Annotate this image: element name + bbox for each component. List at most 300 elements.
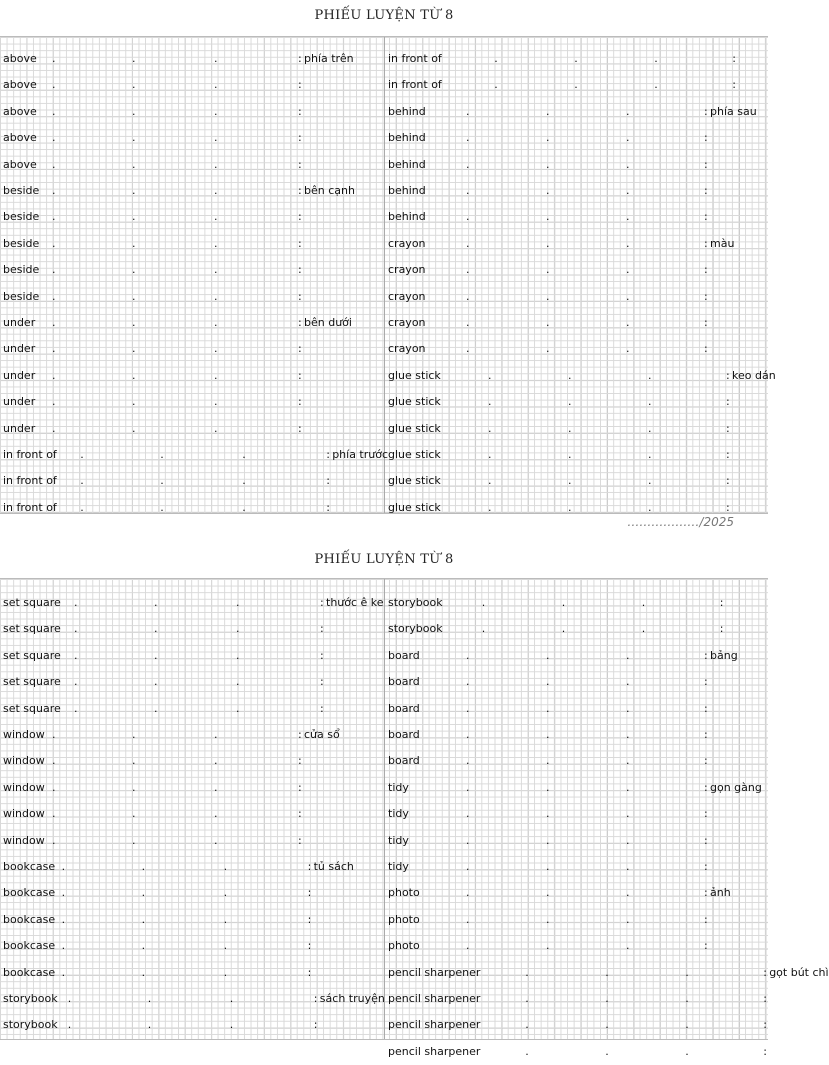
- vocab-word: under: [3, 342, 36, 356]
- colon-mark: :: [726, 500, 730, 514]
- guide-dot: .: [546, 807, 550, 821]
- guide-dot: .: [466, 860, 470, 873]
- guide-dot: .: [214, 342, 218, 356]
- colon-mark: :: [298, 131, 302, 145]
- guide-dot: .: [229, 1018, 234, 1032]
- guide-dot: .: [466, 701, 470, 715]
- guide-dot: .: [67, 992, 72, 1005]
- colon-mark: :: [307, 886, 312, 900]
- colon-mark: :: [298, 263, 302, 277]
- colon-mark: :: [704, 263, 708, 277]
- guide-dot: .: [61, 939, 66, 953]
- guide-dot: .: [52, 316, 56, 329]
- guide-dot: .: [74, 596, 78, 609]
- guide-dot: .: [648, 448, 652, 461]
- guide-dot: .: [626, 860, 630, 873]
- guide-dot: .: [214, 833, 218, 847]
- colon-mark: :: [704, 342, 708, 356]
- guide-dot: .: [132, 236, 136, 250]
- vocab-meaning: cửa sổ: [304, 728, 340, 741]
- guide-dot: .: [132, 78, 136, 92]
- right-vocab-row: [0, 284, 768, 310]
- vocab-word: beside: [3, 236, 40, 250]
- colon-mark: :: [307, 912, 312, 926]
- colon-mark: :: [704, 131, 708, 145]
- guide-dot: .: [605, 1018, 609, 1032]
- guide-dot: .: [132, 184, 136, 197]
- guide-dot: .: [223, 939, 228, 953]
- right-vocab-row: [0, 669, 768, 695]
- vocab-word: tidy: [388, 807, 409, 821]
- colon-mark: :: [704, 780, 708, 794]
- guide-dot: .: [685, 992, 689, 1005]
- guide-dot: .: [466, 236, 470, 250]
- guide-dot: .: [214, 807, 218, 821]
- guide-dot: .: [466, 754, 470, 768]
- vocab-word: above: [3, 157, 37, 171]
- guide-dot: .: [132, 263, 136, 277]
- guide-dot: .: [214, 210, 218, 224]
- guide-dot: .: [488, 448, 492, 461]
- guide-dot: .: [223, 886, 228, 900]
- guide-dot: .: [546, 342, 550, 356]
- colon-mark: :: [298, 342, 302, 356]
- guide-dot: .: [132, 289, 136, 303]
- guide-dot: .: [61, 912, 66, 926]
- vocab-word: bookcase: [3, 886, 56, 900]
- vocab-word: in front of: [3, 448, 57, 461]
- guide-dot: .: [568, 448, 572, 461]
- guide-dot: .: [546, 860, 550, 873]
- guide-dot: .: [214, 780, 218, 794]
- colon-mark: :: [719, 622, 724, 636]
- colon-mark: :: [298, 316, 302, 329]
- right-vocab-row: [0, 933, 768, 959]
- colon-mark: :: [763, 992, 767, 1005]
- guide-dot: .: [466, 833, 470, 847]
- colon-mark: :: [320, 701, 324, 715]
- guide-dot: .: [626, 675, 630, 689]
- right-vocab-row: [0, 363, 776, 389]
- right-vocab-row: [0, 99, 768, 125]
- guide-dot: .: [214, 104, 218, 118]
- colon-mark: :: [704, 104, 708, 118]
- guide-dot: .: [488, 395, 492, 409]
- guide-dot: .: [546, 675, 550, 689]
- vocab-word: above: [3, 131, 37, 145]
- colon-mark: :: [732, 52, 736, 65]
- guide-dot: .: [141, 860, 146, 873]
- guide-dot: .: [236, 596, 240, 609]
- vocab-word: behind: [388, 184, 426, 197]
- guide-dot: .: [466, 648, 470, 662]
- vocab-word: bookcase: [3, 912, 56, 926]
- guide-dot: .: [52, 210, 56, 224]
- guide-dot: .: [236, 675, 240, 689]
- vocab-word: board: [388, 648, 420, 662]
- guide-dot: .: [132, 316, 136, 329]
- vocab-word: set square: [3, 701, 61, 715]
- vocab-meaning: sách truyện: [319, 992, 385, 1005]
- vocab-word: beside: [3, 263, 40, 277]
- guide-dot: .: [214, 421, 218, 435]
- vocab-word: storybook: [388, 596, 443, 609]
- colon-mark: :: [763, 1044, 767, 1058]
- guide-dot: .: [52, 157, 56, 171]
- guide-dot: .: [214, 316, 218, 329]
- guide-dot: .: [160, 448, 164, 461]
- guide-dot: .: [605, 992, 609, 1005]
- guide-dot: .: [61, 860, 66, 873]
- guide-dot: .: [626, 263, 630, 277]
- colon-mark: :: [320, 596, 324, 609]
- guide-dot: .: [626, 289, 630, 303]
- colon-mark: :: [726, 368, 730, 382]
- vocab-meaning: phía trên: [304, 52, 354, 65]
- guide-dot: .: [52, 52, 56, 65]
- guide-dot: .: [52, 728, 56, 741]
- vocab-word: tidy: [388, 860, 409, 873]
- right-vocab-row: [0, 46, 768, 72]
- guide-dot: .: [626, 131, 630, 145]
- guide-dot: .: [546, 780, 550, 794]
- guide-dot: .: [52, 131, 56, 145]
- guide-dot: .: [525, 1018, 529, 1032]
- guide-dot: .: [626, 939, 630, 953]
- guide-dot: .: [546, 886, 550, 900]
- colon-mark: :: [298, 754, 302, 768]
- colon-mark: :: [326, 448, 330, 461]
- guide-dot: .: [132, 131, 136, 145]
- guide-dot: .: [52, 754, 56, 768]
- vocab-word: crayon: [388, 316, 426, 329]
- guide-dot: .: [160, 474, 164, 488]
- guide-dot: .: [223, 965, 228, 979]
- guide-dot: .: [654, 52, 658, 65]
- guide-dot: .: [52, 236, 56, 250]
- guide-dot: .: [214, 754, 218, 768]
- vocab-word: crayon: [388, 342, 426, 356]
- guide-dot: .: [546, 104, 550, 118]
- colon-mark: :: [726, 395, 730, 409]
- guide-dot: .: [494, 78, 498, 92]
- vocab-word: bookcase: [3, 965, 56, 979]
- vocab-word: in front of: [3, 474, 57, 488]
- colon-mark: :: [320, 648, 324, 662]
- guide-dot: .: [574, 78, 578, 92]
- vocab-word: set square: [3, 622, 61, 636]
- sheet-1-title: PHIẾU LUYỆN TỪ 8: [314, 8, 454, 23]
- guide-dot: .: [236, 701, 240, 715]
- guide-dot: .: [466, 939, 470, 953]
- colon-mark: :: [704, 648, 708, 662]
- vocab-word: under: [3, 421, 36, 435]
- guide-dot: .: [466, 316, 470, 329]
- guide-dot: .: [494, 52, 498, 65]
- vocab-word: glue stick: [388, 421, 441, 435]
- vocab-word: photo: [388, 886, 420, 900]
- right-vocab-row: [0, 828, 768, 854]
- right-vocab-row: [0, 590, 768, 616]
- right-vocab-row: [0, 696, 768, 722]
- vocab-word: photo: [388, 939, 420, 953]
- guide-dot: .: [214, 157, 218, 171]
- guide-dot: .: [132, 780, 136, 794]
- vocab-meaning: phía sau: [710, 104, 757, 118]
- colon-mark: :: [313, 992, 318, 1005]
- guide-dot: .: [466, 342, 470, 356]
- guide-dot: .: [626, 648, 630, 662]
- right-vocab-row: [0, 907, 768, 933]
- guide-dot: .: [154, 622, 158, 636]
- right-vocab-row: [0, 416, 768, 442]
- guide-dot: .: [626, 780, 630, 794]
- vocab-meaning: gọt bút chì: [769, 965, 829, 979]
- colon-mark: :: [298, 421, 302, 435]
- vocab-word: window: [3, 807, 45, 821]
- vocab-word: glue stick: [388, 474, 441, 488]
- guide-dot: .: [626, 807, 630, 821]
- guide-dot: .: [132, 157, 136, 171]
- guide-dot: .: [546, 912, 550, 926]
- vocab-word: board: [388, 754, 420, 768]
- guide-dot: .: [52, 780, 56, 794]
- guide-dot: .: [466, 184, 470, 197]
- colon-mark: :: [298, 728, 302, 741]
- guide-dot: .: [154, 596, 158, 609]
- guide-dot: .: [466, 728, 470, 741]
- guide-dot: .: [626, 342, 630, 356]
- colon-mark: :: [732, 78, 736, 92]
- guide-dot: .: [52, 807, 56, 821]
- guide-dot: .: [236, 648, 240, 662]
- guide-dot: .: [525, 992, 529, 1005]
- guide-dot: .: [466, 263, 470, 277]
- guide-dot: .: [488, 368, 492, 382]
- right-vocab-row: [0, 775, 768, 801]
- guide-dot: .: [648, 421, 652, 435]
- vocab-word: crayon: [388, 236, 426, 250]
- guide-dot: .: [605, 965, 609, 979]
- right-vocab-row: [0, 1039, 768, 1065]
- guide-dot: .: [626, 316, 630, 329]
- guide-dot: .: [648, 474, 652, 488]
- colon-mark: :: [307, 965, 312, 979]
- colon-mark: :: [298, 184, 302, 197]
- guide-dot: .: [568, 368, 572, 382]
- vocab-word: tidy: [388, 833, 409, 847]
- colon-mark: :: [320, 675, 324, 689]
- right-vocab-row: [0, 72, 768, 98]
- guide-dot: .: [223, 912, 228, 926]
- guide-dot: .: [626, 728, 630, 741]
- colon-mark: :: [704, 807, 708, 821]
- colon-mark: :: [326, 474, 330, 488]
- guide-dot: .: [546, 754, 550, 768]
- guide-dot: .: [568, 395, 572, 409]
- guide-dot: .: [546, 289, 550, 303]
- right-vocab-row: [0, 986, 768, 1012]
- colon-mark: :: [298, 78, 302, 92]
- guide-dot: .: [466, 210, 470, 224]
- guide-dot: .: [52, 78, 56, 92]
- guide-dot: .: [132, 52, 136, 65]
- right-vocab-row: [0, 442, 768, 468]
- vocab-word: tidy: [388, 780, 409, 794]
- vocab-word: set square: [3, 648, 61, 662]
- guide-dot: .: [154, 648, 158, 662]
- colon-mark: :: [320, 622, 324, 636]
- guide-dot: .: [229, 992, 234, 1005]
- vocab-word: glue stick: [388, 368, 441, 382]
- guide-dot: .: [481, 622, 486, 636]
- vocab-word: board: [388, 728, 420, 741]
- vocab-word: beside: [3, 289, 40, 303]
- vocab-word: behind: [388, 104, 426, 118]
- guide-dot: .: [132, 342, 136, 356]
- guide-dot: .: [546, 236, 550, 250]
- vocab-word: board: [388, 675, 420, 689]
- colon-mark: :: [726, 448, 730, 461]
- guide-dot: .: [132, 210, 136, 224]
- colon-mark: :: [704, 939, 708, 953]
- guide-dot: .: [626, 886, 630, 900]
- guide-dot: .: [80, 500, 84, 514]
- guide-dot: .: [488, 474, 492, 488]
- right-vocab-row: [0, 231, 768, 257]
- colon-mark: :: [704, 754, 708, 768]
- guide-dot: .: [242, 474, 246, 488]
- colon-mark: :: [298, 368, 302, 382]
- right-vocab-row: [0, 960, 829, 986]
- guide-dot: .: [561, 622, 566, 636]
- colon-mark: :: [763, 965, 767, 979]
- guide-dot: .: [214, 52, 218, 65]
- vocab-meaning: tủ sách: [313, 860, 354, 873]
- colon-mark: :: [298, 833, 302, 847]
- right-vocab-row: [0, 125, 768, 151]
- vocab-word: in front of: [388, 52, 442, 65]
- guide-dot: .: [546, 184, 550, 197]
- vocab-word: above: [3, 52, 37, 65]
- guide-dot: .: [466, 912, 470, 926]
- vocab-word: window: [3, 754, 45, 768]
- guide-dot: .: [546, 648, 550, 662]
- guide-dot: .: [147, 1018, 152, 1032]
- vocab-word: behind: [388, 131, 426, 145]
- right-vocab-row: [0, 801, 768, 827]
- guide-dot: .: [132, 395, 136, 409]
- vocab-word: window: [3, 780, 45, 794]
- colon-mark: :: [726, 474, 730, 488]
- guide-dot: .: [132, 754, 136, 768]
- vocab-word: above: [3, 78, 37, 92]
- guide-dot: .: [214, 263, 218, 277]
- guide-dot: .: [223, 860, 228, 873]
- sheet-1-grid: [0, 36, 776, 514]
- colon-mark: :: [704, 860, 708, 873]
- right-vocab-row: [0, 854, 768, 880]
- colon-mark: :: [307, 939, 312, 953]
- colon-mark: :: [704, 289, 708, 303]
- vocab-word: bookcase: [3, 860, 56, 873]
- colon-mark: :: [298, 289, 302, 303]
- colon-mark: :: [704, 912, 708, 926]
- guide-dot: .: [626, 754, 630, 768]
- guide-dot: .: [236, 622, 240, 636]
- guide-dot: .: [568, 500, 572, 514]
- vocab-word: set square: [3, 596, 61, 609]
- guide-dot: .: [52, 289, 56, 303]
- guide-dot: .: [52, 833, 56, 847]
- right-vocab-row: [0, 616, 768, 642]
- vocab-word: under: [3, 316, 36, 329]
- vocab-word: pencil sharpener: [388, 965, 481, 979]
- vocab-word: in front of: [388, 78, 442, 92]
- guide-dot: .: [546, 210, 550, 224]
- guide-dot: .: [626, 236, 630, 250]
- colon-mark: :: [298, 395, 302, 409]
- guide-dot: .: [80, 448, 84, 461]
- colon-mark: :: [326, 500, 330, 514]
- guide-dot: .: [546, 728, 550, 741]
- vocab-word: pencil sharpener: [388, 1018, 481, 1032]
- guide-dot: .: [132, 104, 136, 118]
- colon-mark: :: [704, 184, 708, 197]
- vocab-meaning: bên dưới: [304, 316, 352, 329]
- vocab-word: storybook: [3, 1018, 58, 1032]
- guide-dot: .: [546, 701, 550, 715]
- guide-dot: .: [154, 701, 158, 715]
- colon-mark: :: [298, 157, 302, 171]
- guide-dot: .: [61, 886, 66, 900]
- vocab-word: above: [3, 104, 37, 118]
- vocab-word: window: [3, 833, 45, 847]
- guide-dot: .: [74, 701, 78, 715]
- right-vocab-row: [0, 748, 768, 774]
- colon-mark: :: [704, 316, 708, 329]
- colon-mark: :: [298, 210, 302, 224]
- guide-dot: .: [546, 939, 550, 953]
- guide-dot: .: [488, 421, 492, 435]
- vocab-meaning: phía trước: [332, 448, 389, 461]
- guide-dot: .: [52, 342, 56, 356]
- vocab-word: glue stick: [388, 500, 441, 514]
- guide-dot: .: [132, 421, 136, 435]
- vocab-word: in front of: [3, 500, 57, 514]
- guide-dot: .: [147, 992, 152, 1005]
- guide-dot: .: [466, 886, 470, 900]
- colon-mark: :: [704, 728, 708, 741]
- colon-mark: :: [719, 596, 724, 609]
- guide-dot: .: [132, 833, 136, 847]
- guide-dot: .: [466, 157, 470, 171]
- vocab-meaning: ảnh: [710, 886, 731, 900]
- right-vocab-row: [0, 204, 768, 230]
- colon-mark: :: [704, 157, 708, 171]
- guide-dot: .: [132, 807, 136, 821]
- guide-dot: .: [481, 596, 486, 609]
- guide-dot: .: [626, 157, 630, 171]
- guide-dot: .: [605, 1044, 609, 1058]
- colon-mark: :: [298, 104, 302, 118]
- colon-mark: :: [307, 860, 312, 873]
- colon-mark: :: [704, 236, 708, 250]
- right-vocab-row: [0, 257, 768, 283]
- guide-dot: .: [52, 421, 56, 435]
- vocab-word: set square: [3, 675, 61, 689]
- right-vocab-row: [0, 722, 768, 748]
